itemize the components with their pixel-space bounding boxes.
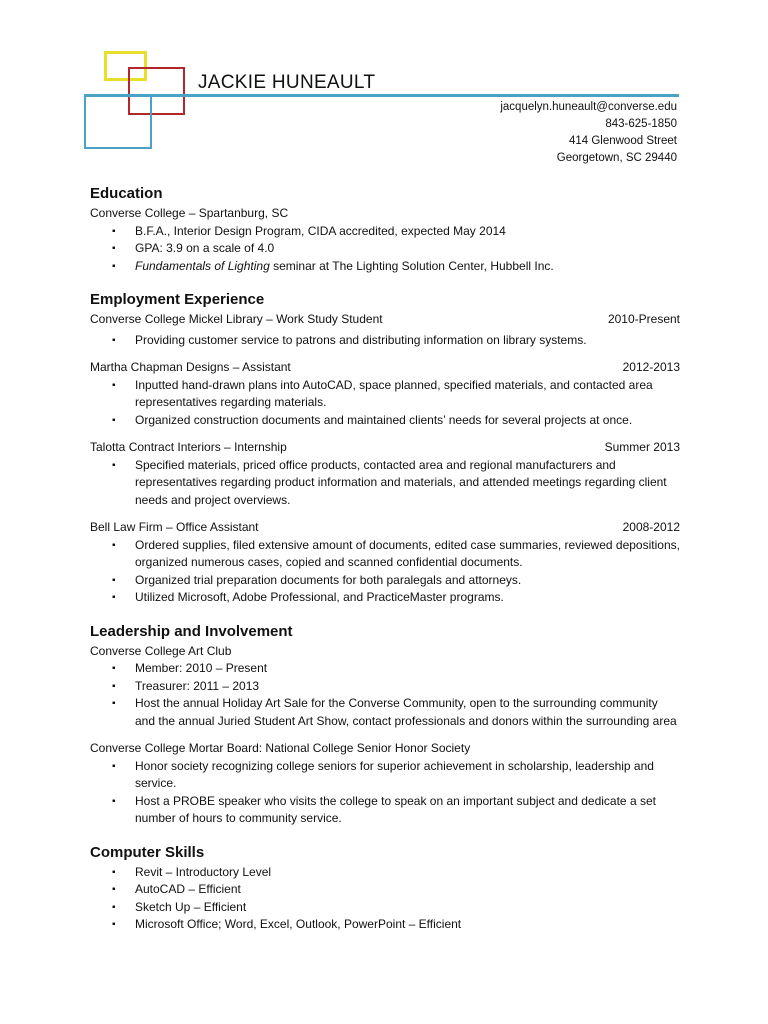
- job-org: Talotta Contract Interiors – Internship: [90, 440, 287, 454]
- header-rule: [84, 94, 679, 97]
- seminar-detail: seminar at The Lighting Solution Center, Hubbell Inc.: [269, 258, 554, 273]
- job-org: Converse College Mickel Library – Work Study Student: [90, 312, 383, 326]
- list-item: ▪ Sketch Up – Efficient: [90, 899, 680, 917]
- list-item: ▪ B.F.A., Interior Design Program, CIDA accredited, expected May 2014: [90, 223, 680, 241]
- list-item: ▪ Revit – Introductory Level: [90, 864, 680, 882]
- job-dates: 2012-2013: [622, 360, 680, 374]
- list-item: ▪ Treasurer: 2011 – 2013: [90, 678, 680, 696]
- seminar-title: Fundamentals of Lighting: [135, 258, 270, 273]
- resume-body: [90, 183, 680, 934]
- list-item: ▪ Member: 2010 – Present: [90, 660, 680, 678]
- list-item: ▪ Host the annual Holiday Art Sale for the Converse Community, open to the surrounding community and the annual Juried Student Art Show, contact professionals and donors within the surrounding area: [90, 695, 680, 730]
- list-item: ▪ Honor society recognizing college seniors for superior achievement in scholarship, leadership and service.: [90, 758, 680, 793]
- job-bullets: [90, 457, 680, 510]
- city-text: Georgetown, SC 29440: [556, 152, 677, 164]
- job-header: [90, 519, 680, 537]
- list-item: ▪ Specified materials, priced office products, contacted area and regional manufacturers and representatives regarding product information and materials, and attended meetings regarding client needs and project overviews.: [90, 457, 680, 510]
- job-dates: 2008-2012: [622, 520, 680, 534]
- section-title-education: Education: [90, 185, 163, 202]
- candidate-name: JACKIE HUNEAULT: [198, 72, 376, 93]
- email-text: jacquelyn.huneault@converse.edu: [500, 101, 677, 113]
- job-org: Bell Law Firm – Office Assistant: [90, 520, 259, 534]
- list-item: ▪ Organized construction documents and maintained clients’ needs for several projects at once.: [90, 412, 680, 430]
- job-header: [90, 311, 680, 329]
- list-item: [90, 258, 680, 276]
- education-school: Converse College – Spartanburg, SC: [90, 206, 289, 220]
- group-bullets: [90, 758, 680, 828]
- group-org: Converse College Mortar Board: National College Senior Honor Society: [90, 741, 471, 755]
- job-dates: Summer 2013: [604, 440, 680, 454]
- contact-block: [500, 99, 677, 167]
- section-title-employment: Employment Experience: [90, 291, 265, 308]
- group-bullets: [90, 660, 680, 730]
- list-item: ▪ Utilized Microsoft, Adobe Professional, and PracticeMaster programs.: [90, 589, 680, 607]
- list-item: ▪ GPA: 3.9 on a scale of 4.0: [90, 240, 680, 258]
- education-list: [90, 223, 680, 276]
- list-item: ▪ Providing customer service to patrons and distributing information on library systems.: [90, 332, 680, 350]
- list-item: ▪ Inputted hand-drawn plans into AutoCAD, space planned, specified materials, and contacted area representatives regarding materials.: [90, 377, 680, 412]
- list-item: ▪ Organized trial preparation documents for both paralegals and attorneys.: [90, 572, 680, 590]
- logo-square-blue: [84, 95, 152, 149]
- section-title-skills: Computer Skills: [90, 843, 205, 861]
- job-bullets: [90, 332, 680, 350]
- skills-list: [90, 864, 680, 934]
- job-header: [90, 359, 680, 377]
- job-dates: 2010-Present: [607, 312, 680, 326]
- list-item: ▪ Ordered supplies, filed extensive amount of documents, edited case summaries, reviewed depositions, organized numerous cases, copied and scanned confidential documents.: [90, 537, 680, 572]
- job-bullets: [90, 377, 680, 430]
- street-text: 414 Glenwood Street: [568, 135, 677, 147]
- section-title-leadership: Leadership and Involvement: [90, 622, 293, 640]
- list-item: ▪ Microsoft Office; Word, Excel, Outlook, PowerPoint – Efficient: [90, 916, 680, 934]
- job-org: Martha Chapman Designs – Assistant: [90, 360, 291, 374]
- job-header: [90, 439, 680, 457]
- list-item: ▪ Host a PROBE speaker who visits the college to speak on an important subject and dedicate a set number of hours to community service.: [90, 793, 680, 828]
- phone-text: 843-625-1850: [605, 118, 677, 130]
- job-bullets: [90, 537, 680, 607]
- list-item: ▪ AutoCAD – Efficient: [90, 881, 680, 899]
- group-org: Converse College Art Club: [90, 643, 232, 658]
